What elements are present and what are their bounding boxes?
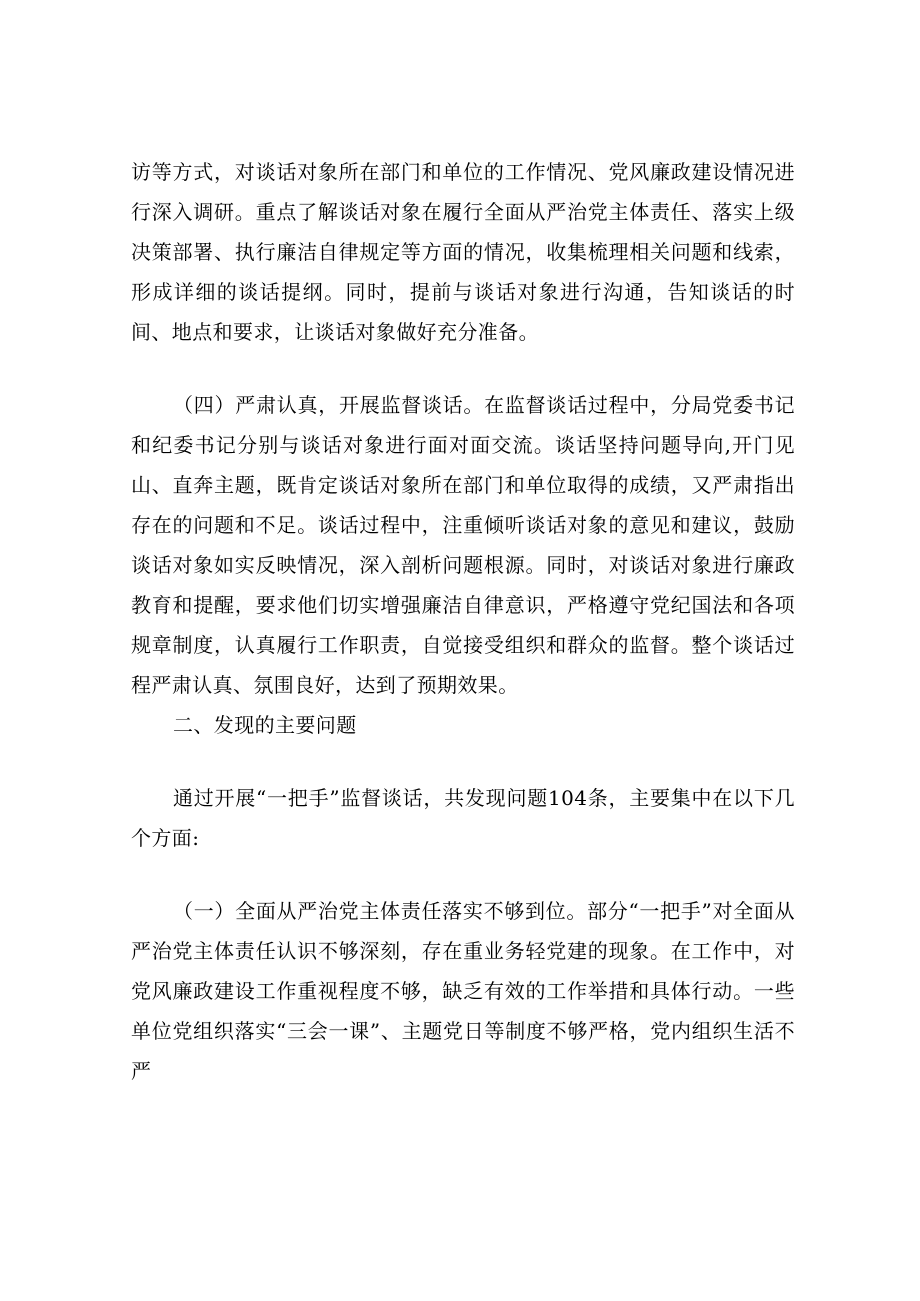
section-heading-main-problems: 二、发现的主要问题 (173, 713, 357, 737)
paragraph-problem-summary: 通过开展“一把手”监督谈话，共发现问题104条，主要集中在以下几个方面: (131, 786, 795, 850)
document-body (131, 152, 795, 1091)
paragraph-supervision-talk: （四）严肃认真，开展监督谈话。在监督谈话过程中，分局党委书记和纪委书记分别与谈话对象进行面对面交流。谈话坚持问题导向,开门见山、直奔主题，既肯定谈话对象所在部门和单位取得的成绩，又严肃指出存在的问题和不足。谈话过程中，注重倾听谈话对象的意见和建议，鼓励谈话对象如实反映情况，深入剖析问题根源。同时，对谈话对象进行廉政教育和提醒，要求他们切实增强廉洁自律意识，严格遵守党纪国法和各项规章制度，认真履行工作职责，自觉接受组织和群众的监督。整个谈话过程严肃认真、氛围良好，达到了预期效果。 (131, 393, 795, 697)
paragraph-investigation: 访等方式，对谈话对象所在部门和单位的工作情况、党风廉政建设情况进行深入调研。重点了解谈话对象在履行全面从严治党主体责任、落实上级决策部署、执行廉洁自律规定等方面的情况，收集梳理相关问题和线索，形成详细的谈话提纲。同时，提前与谈话对象进行沟通，告知谈话的时间、地点和要求，让谈话对象做好充分准备。 (131, 160, 795, 344)
paragraph-problem-one: （一）全面从严治党主体责任落实不够到位。部分“一把手”对全面从严治党主体责任认识不够深刻，存在重业务轻党建的现象。在工作中，对党风廉政建设工作重视程度不够，缺乏有效的工作举措和具体行动。一些单位党组织落实“三会一课”、主题党日等制度不够严格，党内组织生活不严 (131, 899, 795, 1083)
